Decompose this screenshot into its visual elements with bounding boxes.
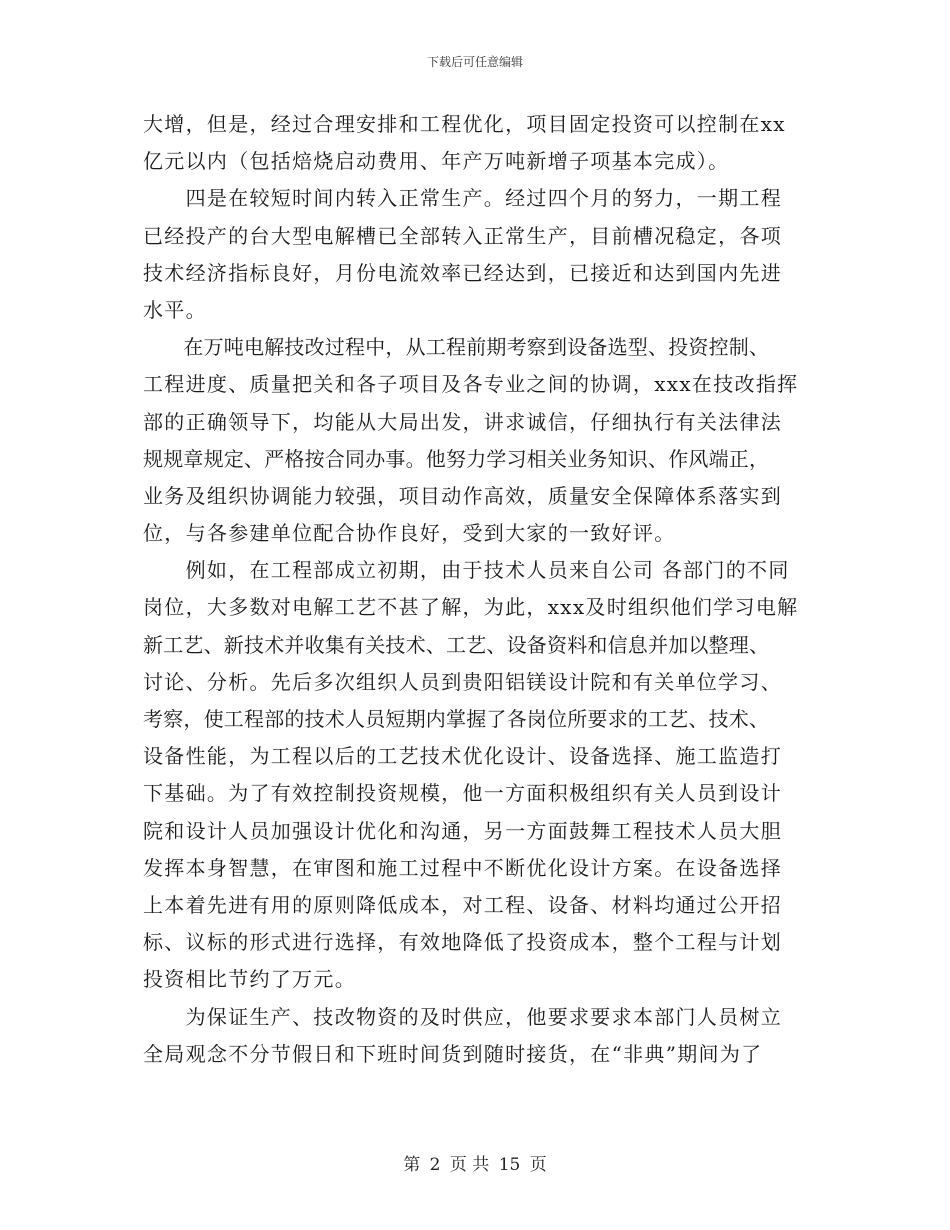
text-line-14: 岗位，大多数对电解工艺不甚了解，为此，xxx及时组织他们学习电解: [143, 595, 799, 620]
footer-total-pages: 15: [498, 1155, 521, 1175]
text-line-4: 已经投产的台大型电解槽已全部转入正常生产，目前槽况稳定，各项: [143, 223, 782, 248]
document-body: [143, 106, 811, 1073]
page-header: 下载后可任意编辑: [426, 55, 523, 69]
footer-prefix: 第: [403, 1155, 421, 1175]
page-footer: [0, 1154, 950, 1176]
text-line-25: 为保证生产、技改物资的及时供应，他要求要求本部门人员树立: [143, 1004, 782, 1029]
text-line-16: 讨论、分析。先后多次组织人员到贵阳铝镁设计院和有关单位学习、: [143, 669, 782, 694]
text-line-23: 标、议标的形式进行选择，有效地降低了投资成本，整个工程与计划: [143, 930, 782, 955]
text-line-13: 例如，在工程部成立初期，由于技术人员来自公司 各部门的不同: [143, 558, 790, 583]
text-line-2: 亿元以内（包括焙烧启动费用、年产万吨新增子项基本完成）。: [143, 149, 730, 174]
text-line-10: 规规章规定、严格按合同办事。他努力学习相关业务知识、作风端正，: [143, 446, 770, 471]
text-line-11: 业务及组织协调能力较强，项目动作高效，质量安全保障体系落实到: [143, 483, 782, 508]
text-line-9: 部的正确领导下，均能从大局出发，讲求诚信，仔细执行有关法律法: [143, 409, 782, 434]
text-line-12: 位，与各参建单位配合协作良好，受到大家的一致好评。: [143, 521, 676, 546]
text-line-3: 四是在较短时间内转入正常生产。经过四个月的努力，一期工程: [143, 186, 782, 211]
footer-middle: 页 共: [449, 1155, 490, 1175]
text-line-8: 工程进度、质量把关和各子项目及各专业之间的协调，xxx在技改指挥: [143, 372, 799, 397]
text-line-19: 下基础。为了有效控制投资规模，他一方面积极组织有关人员到设计: [143, 781, 782, 806]
text-line-7: 在万吨电解技改过程中，从工程前期考察到设备选型、投资控制、: [143, 335, 770, 360]
text-line-21: 发挥本身智慧，在审图和施工过程中不断优化设计方案。在设备选择: [143, 855, 782, 880]
text-line-22: 上本着先进有用的原则降低成本，对工程、设备、材料均通过公开招: [143, 892, 782, 917]
footer-suffix: 页: [529, 1155, 547, 1175]
text-line-20: 院和设计人员加强设计优化和沟通，另一方面鼓舞工程技术人员大胆: [143, 818, 782, 843]
text-line-17: 考察，使工程部的技术人员短期内掌握了各岗位所要求的工艺、技术、: [143, 707, 770, 731]
text-line-26: 全局观念不分节假日和下班时间货到随时接货，在“非典”期间为了: [143, 1041, 763, 1066]
text-line-6: 水平。: [143, 297, 207, 322]
footer-current-page: 2: [429, 1155, 441, 1175]
text-line-1: 大增，但是，经过合理安排和工程优化，项目固定投资可以控制在xx: [143, 112, 786, 136]
text-line-15: 新工艺、新技术并收集有关技术、工艺、设备资料和信息并加以整理、: [143, 632, 770, 657]
text-line-24: 投资相比节约了万元。: [143, 967, 356, 992]
text-line-5: 技术经济指标良好，月份电流效率已经达到，已接近和达到国内先进: [143, 260, 782, 285]
text-line-18: 设备性能，为工程以后的工艺技术优化设计、设备选择、施工监造打: [143, 744, 782, 769]
